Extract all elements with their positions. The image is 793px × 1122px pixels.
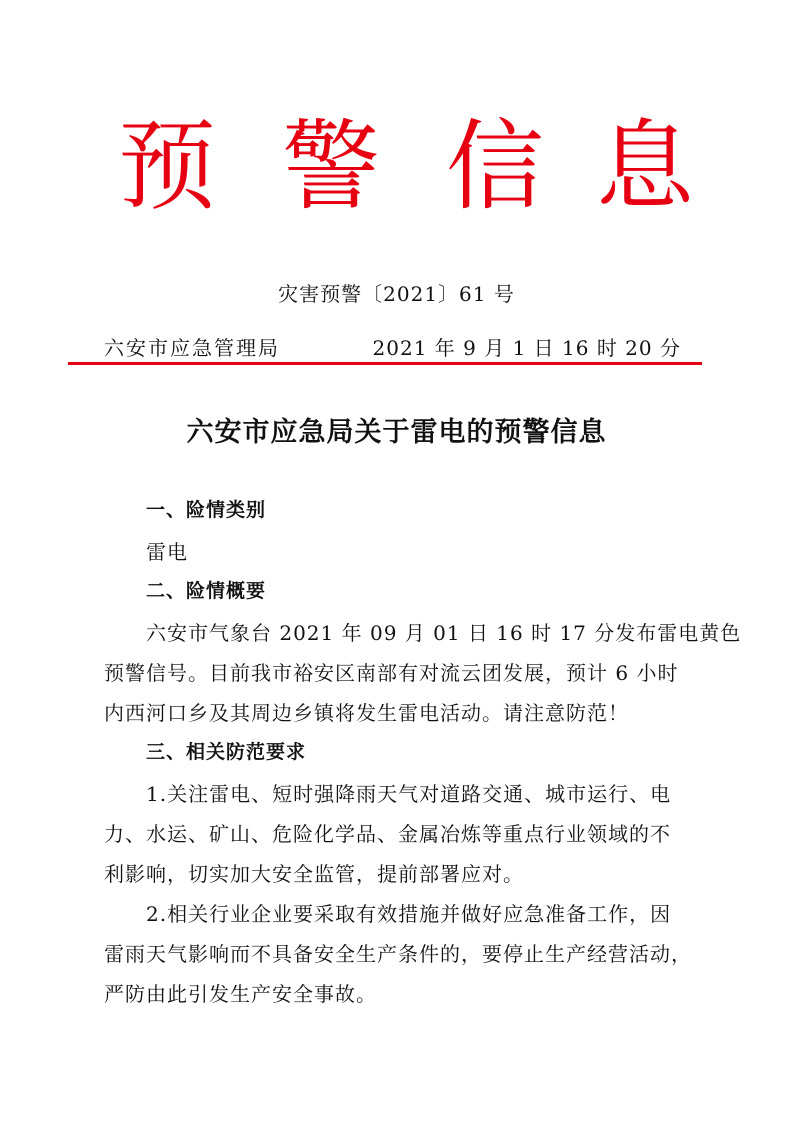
requirement-line: 1.关注雷电、短时强降雨天气对道路交通、城市运行、电 (146, 782, 672, 806)
requirement-line: 2.相关行业企业要采取有效措施并做好应急准备工作，因 (146, 902, 672, 926)
category-text: 雷电 (146, 540, 188, 564)
banner-char-2: 警 (282, 110, 381, 224)
requirement-line: 利影响，切实加大安全监管，提前部署应对。 (104, 862, 524, 886)
banner-char-1: 预 (118, 110, 217, 224)
requirement-line: 力、水运、矿山、危险化学品、金属冶炼等重点行业领域的不 (104, 822, 671, 846)
banner-char-4: 息 (596, 110, 695, 224)
section-heading-summary: 二、险情概要 (146, 580, 267, 602)
issuing-agency: 六安市应急管理局 (104, 336, 280, 360)
summary-line: 内西河口乡及其周边乡镇将发生雷电活动。请注意防范！ (104, 701, 629, 725)
document-heading: 六安市应急局关于雷电的预警信息 (186, 417, 607, 448)
summary-line: 六安市气象台 2021 年 09 月 01 日 16 时 17 分发布雷电黄色 (146, 621, 742, 645)
document-number: 灾害预警〔2021〕61 号 (278, 282, 515, 306)
section-heading-category: 一、险情类别 (146, 499, 267, 521)
warning-banner-title (0, 112, 793, 222)
issue-timestamp: 2021 年 9 月 1 日 16 时 20 分 (372, 336, 681, 360)
red-divider-line (68, 362, 702, 365)
summary-line: 预警信号。目前我市裕安区南部有对流云团发展，预计 6 小时 (104, 661, 679, 685)
section-heading-requirements: 三、相关防范要求 (146, 741, 307, 763)
requirement-line: 雷雨天气影响而不具备安全生产条件的，要停止生产经营活动， (104, 942, 692, 966)
banner-char-3: 信 (446, 110, 545, 224)
requirement-line: 严防由此引发生产安全事故。 (104, 982, 377, 1006)
